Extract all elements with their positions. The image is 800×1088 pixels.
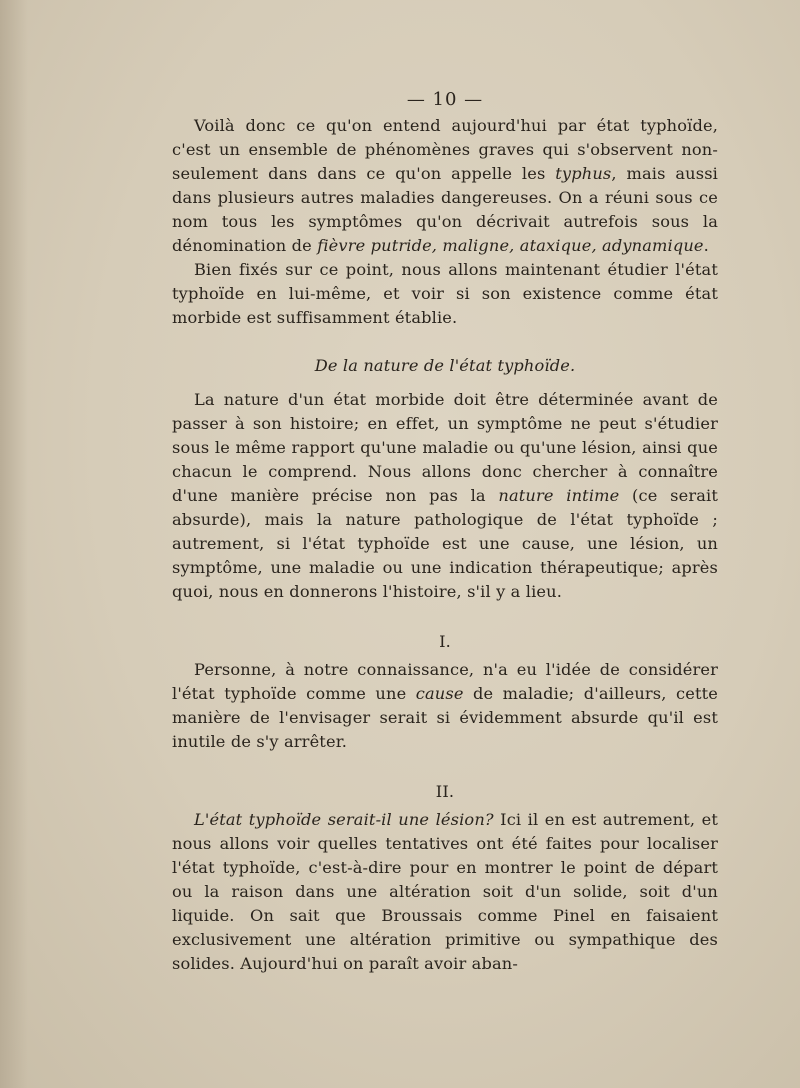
paragraph-3-text-b: (ce serait absurde), mais la nature pathologique de l'état typhoïde ; autrement, si l'état typhoïde est une cause, une lésion, un symptôme, une maladie ou une indication thérapeutique; après quoi, nous en donnerons l'histoire, s'il y a lieu. [172, 486, 718, 601]
paragraph-1-text-b: , mais aussi dans plusieurs autres maladies dangereuses. On a réuni sous ce nom tous les symptômes qu'on décrivait autrefois sous la dénomination de [172, 164, 718, 255]
paragraph-5-text: Ici il en est autrement, et nous allons voir quelles tentatives ont été faites pour localiser l'état typhoïde, c'est-à-dire pour en montrer le point de départ ou la raison dans une altération soit d'un solide, soit d'un liquide. On sait que Broussais comme Pinel en faisaient exclusivement une altération primitive ou sympathique des solides. Aujourd'hui on paraît avoir aban- [172, 810, 719, 973]
paragraph-4-italic-cause: cause [415, 684, 464, 703]
page-edge-shadow [0, 0, 28, 1088]
paragraph-4-text-b: de maladie; d'ailleurs, cette manière de l'envisager serait si évidemment absurde qu'il est inutile de s'y arrêter. [172, 684, 718, 751]
paragraph-1-text-c: . [703, 236, 709, 255]
paragraph-5 [172, 808, 718, 976]
paragraph-3-text-a: La nature d'un état morbide doit être déterminée avant de passer à son histoire; en effet, un symptôme ne peut s'étudier sous le même rapport qu'une maladie ou qu'une lésion, ainsi que chacun le comprend. Nous allons donc chercher à connaître d'une manière précise non pas la [172, 390, 718, 505]
paragraph-2 [172, 258, 718, 330]
paragraph-1-text-a: Voilà donc ce qu'on entend aujourd'hui par état typhoïde, c'est un ensemble de phénomènes graves qui s'observent non-seulement dans dans ce qu'on appelle les [172, 116, 718, 183]
paragraph-5-italic-question: L'état typhoïde serait-il une lésion? [194, 810, 494, 829]
paragraph-4-text-a: Personne, à notre connaissance, n'a eu l'idée de considérer l'état typhoïde comme une [172, 660, 718, 703]
paragraph-3-italic-nature: nature intime [498, 486, 620, 505]
section-heading: De la nature de l'état typhoïde. [314, 356, 576, 375]
page-number: — 10 — [406, 89, 484, 110]
paragraph-1-italic-fevers: fièvre putride, maligne, ataxique, adynamique [317, 236, 704, 255]
paragraph-4 [172, 658, 718, 754]
section-number-1: I. [439, 632, 451, 651]
paragraph-2-text: Bien fixés sur ce point, nous allons maintenant étudier l'état typhoïde en lui-même, et voir si son existence comme état morbide est suffisamment établie. [172, 260, 718, 327]
paragraph-1-italic-typhus: typhus [555, 164, 612, 183]
paragraph-3 [172, 388, 718, 604]
section-number-2: II. [435, 782, 455, 801]
paragraph-1 [172, 114, 718, 258]
page-content [172, 88, 718, 976]
